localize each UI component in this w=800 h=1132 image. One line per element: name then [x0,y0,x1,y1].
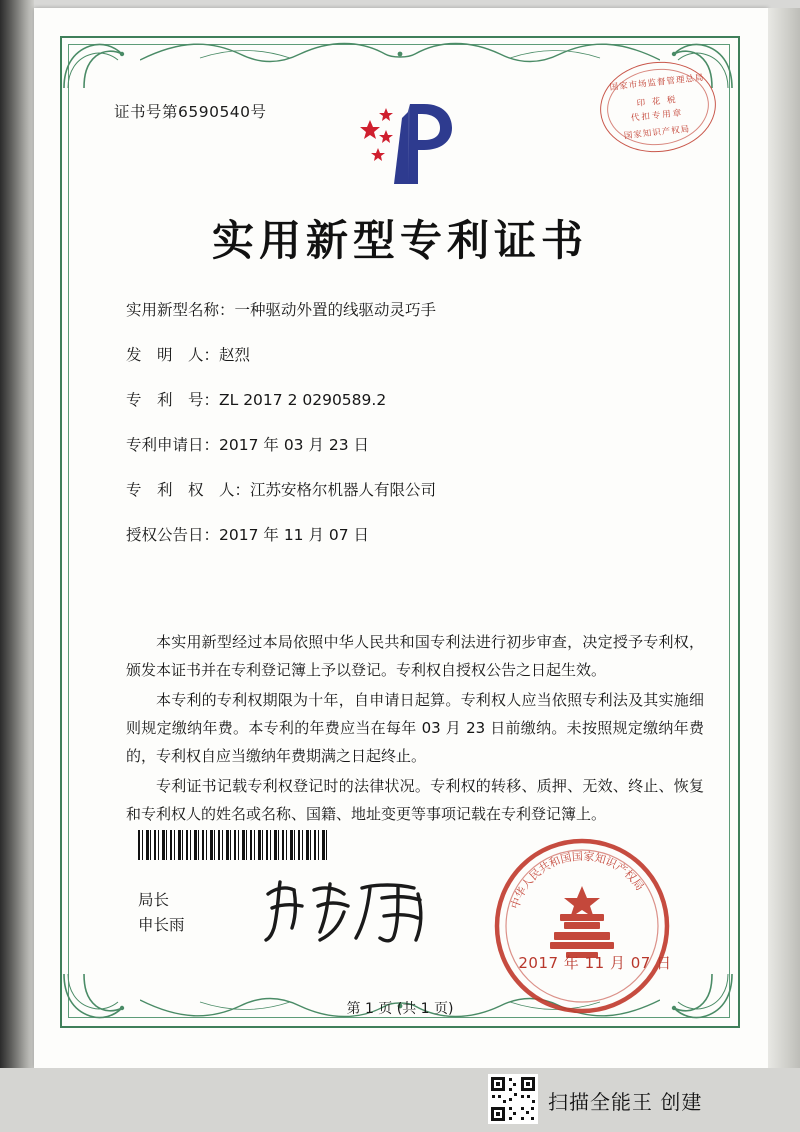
field-row [126,433,726,455]
seal-date: 2017 年 11 月 07 日 [518,954,672,972]
field-label: 专 利 权 人： [126,481,251,499]
field-label: 发 明 人： [126,346,220,364]
certificate-number: 证书号第6590540号 [114,103,267,121]
tax-stamp [600,62,718,154]
director-name-label: 申长雨 [138,916,185,934]
national-seal [492,836,672,1016]
director-title-label: 局长 [138,891,170,909]
paragraph: 专利证书记载专利权登记时的法律状况。专利权的转移、质押、无效、终止、恢复和专利权人的姓名或名称、国籍、地址变更等事项记载在专利登记簿上。 [126,777,704,823]
page-title: 实用新型专利证书 [211,216,588,265]
field-value: 江苏安格尔机器人有限公司 [250,481,437,499]
field-label: 授权公告日： [126,526,220,544]
field-row [126,388,726,410]
barcode [138,830,330,860]
handwritten-signature-icon [258,872,448,946]
field-row [126,298,726,320]
top-flourish-icon [140,34,660,68]
scan-watermark-text: 扫描全能王 创建 [548,1090,703,1114]
field-label: 专利申请日： [126,436,220,454]
field-value: 赵烈 [219,346,251,364]
field-label: 实用新型名称： [126,301,235,319]
field-label: 专 利 号： [126,391,220,409]
stamp-line-4: 国家知识产权局 [623,124,691,142]
stamp-line-2: 印 花 税 [636,94,678,110]
field-value: 2017 年 11 月 07 日 [219,526,370,544]
stamp-line-3: 代扣专用章 [630,108,684,124]
book-spine-shadow [0,0,34,1132]
field-value: 2017 年 03 月 23 日 [219,436,370,454]
signature-label-block [138,888,185,938]
corner-ornament-icon [62,38,140,90]
paper-right-edge [768,8,800,1068]
field-list [126,298,726,568]
svg-text:中华人民共和国国家知识产权局: 中华人民共和国国家知识产权局 [508,849,647,911]
qr-code-icon [488,1074,538,1124]
field-row [126,523,726,545]
field-value: ZL 2017 2 0290589.2 [219,391,387,409]
page-footer: 第 1 页 (共 1 页) [346,1001,454,1017]
stamp-line-1: 国家市场监督管理总局 [609,73,705,93]
cnipa-logo-icon [352,96,472,188]
field-value: 一种驱动外置的线驱动灵巧手 [234,301,437,319]
paragraph: 本实用新型经过本局依照中华人民共和国专利法进行初步审查，决定授予专利权，颁发本证书并在专利登记簿上予以登记。专利权自授权公告之日起生效。 [126,633,704,679]
field-row [126,343,726,365]
paragraph: 本专利的专利权期限为十年，自申请日起算。专利权人应当依照专利法及其实施细则规定缴纳年费。本专利的年费应当在每年 03 月 23 日前缴纳。未按照规定缴纳年费的，专利权自应当缴纳年费期满之日起终止。 [126,691,704,765]
body-text [126,628,704,830]
field-row [126,478,726,500]
